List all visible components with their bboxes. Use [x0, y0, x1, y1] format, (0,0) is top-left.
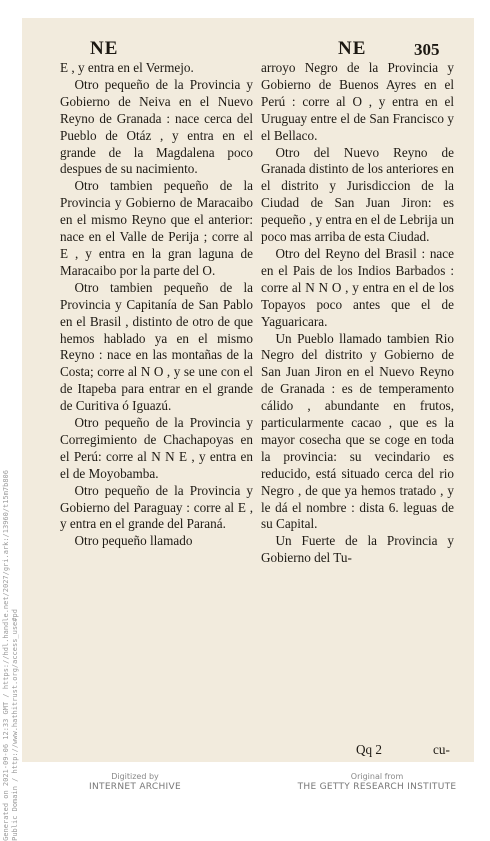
right-column [261, 60, 454, 567]
footer-left-line-2: INTERNET ARCHIVE [89, 782, 181, 792]
right-paragraph-3: Otro del Reyno del Brasil : nace en el Pais de los Indios Barbados : corre al N N O , y entra en el de los Topayos poco antes que el de Yaguaricara. [261, 245, 454, 329]
left-paragraph-2: Otro pequeño de la Provincia y Gobierno de Neiva en el Nuevo Reyno de Granada : nace cerca del Pueblo de Otáz , y entra en el grande de la Magdalena poco despues de su nacimiento. [60, 76, 253, 177]
right-paragraph-1: arroyo Negro de la Provincia y Gobierno de Buenos Ayres en el Perú : corre al O , y entra en el Uruguay entre el de San Francisco y el Bellaco. [261, 60, 454, 143]
left-paragraph-5: Otro pequeño de la Provincia y Corregimiento de Chachapoyas en el Perú: corre al N N E , y entra en el de Moyobamba. [60, 415, 253, 481]
footer-right-line-1: Original from [350, 772, 404, 781]
digitization-footer [0, 766, 490, 800]
left-column [60, 60, 253, 550]
left-paragraph-4: Otro tambien pequeño de la Provincia y Capitanía de San Pablo en el Brasil , distinto de otro de que hemos hablado ya en el mismo Reyno : nace en las montañas de la Costa; corre al N O , y se une con el de Itapeba para entrar en el grande de Curitiva ó Iguazú. [60, 279, 253, 414]
right-paragraph-4: Un Pueblo llamado tambien Rio Negro del distrito y Gobierno de San Juan Jiron en el Nuevo Reyno de Granada : es de temperamento cálido , abundante en frutos, particularmente cacao , que es la mayor cosecha que se coge en toda la provincia: su vecindario es reducido, está situado cerca del rio Negro , de que ya hemos tratado , y le dá el nombre : dista 6. leguas de su Capital. [261, 330, 454, 532]
header-right-word: NE [338, 38, 367, 59]
footer-digitized-by [60, 772, 210, 792]
running-header [22, 38, 474, 62]
left-paragraph-7: Otro pequeño llamado [74, 533, 193, 549]
footer-left-line-1: Digitized by [111, 772, 159, 781]
page-signature-line [261, 742, 454, 760]
right-paragraph-2: Otro del Nuevo Reyno de Granada distinto de los anteriores en el distrito y Jurisdiccion de la Ciudad de San Juan Jiron: es pequeño , y entra en el de Lebrija un poco mas arriba de esta Ciudad. [261, 144, 454, 245]
right-paragraph-5: Un Fuerte de la Provincia y Gobierno del Tu- [261, 533, 454, 566]
left-paragraph-6: Otro pequeño de la Provincia y Gobierno del Paraguay : corre al E , y entra en el grande del Paraná. [60, 482, 253, 532]
page-number: 305 [414, 40, 440, 59]
catchword: cu- [433, 742, 450, 757]
watermark-line-1: Generated on 2021-09-06 12:33 GMT / https://hdl.handle.net/2027/gri.ark:/13960/t15m7b806 [2, 470, 10, 841]
left-paragraph-3: Otro tambien pequeño de la Provincia y Gobierno de Maracaibo en el mismo Reyno que el anterior: nace en el Valle de Perija ; corre al E , y entra en la gran laguna de Maracaibo por la parte del O. [60, 178, 253, 278]
footer-original-from [282, 772, 472, 792]
signature-mark: Qq 2 [356, 742, 383, 757]
watermark-line-2: Public Domain / http://www.hathitrust.org/access_use#pd [11, 609, 19, 841]
left-paragraph-1: E , y entra en el Vermejo. [60, 60, 194, 75]
header-left-word: NE [90, 38, 119, 59]
footer-right-line-2: THE GETTY RESEARCH INSTITUTE [297, 782, 457, 792]
